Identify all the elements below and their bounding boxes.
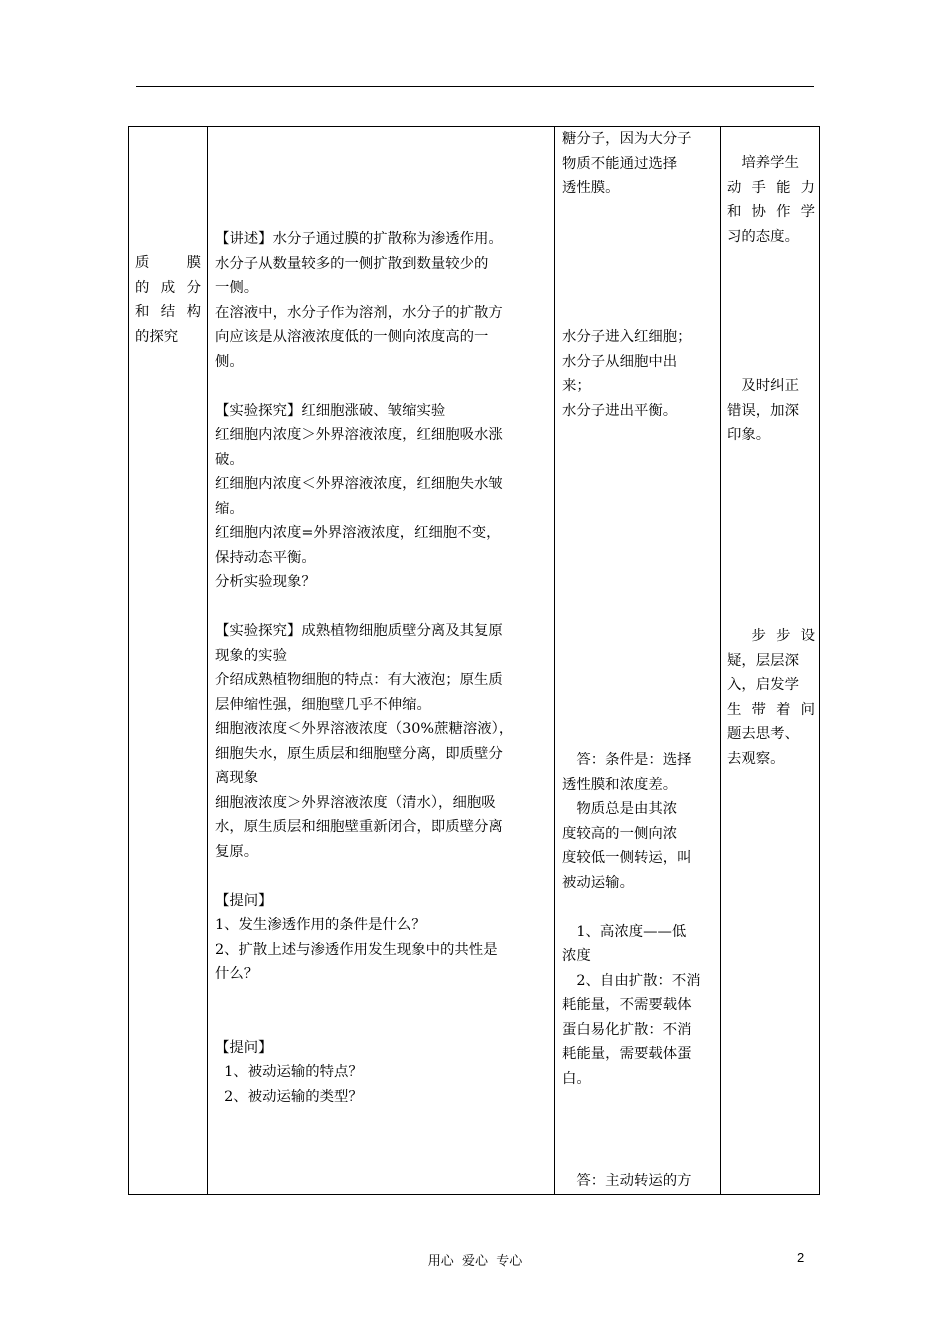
student-activity-block	[562, 748, 712, 1091]
column-divider	[207, 127, 208, 1194]
text-line: 步步设	[727, 628, 815, 644]
text-line: 离现象	[215, 770, 259, 786]
text-line: 1、被动运输的特点？	[215, 1064, 363, 1080]
text-line: 及时纠正	[727, 378, 799, 394]
text-line: 红细胞内浓度＞外界溶液浓度，红细胞吸水涨	[215, 427, 503, 443]
text-line: 错误，加深	[727, 402, 799, 419]
text-line: 现象的实验	[215, 647, 287, 664]
text-line: 水，原生质层和细胞壁重新闭合，即质壁分离	[215, 819, 503, 835]
text-line: 介绍成熟植物细胞的特点：有大液泡；原生质	[215, 672, 503, 688]
text-line: 【提问】	[215, 1039, 273, 1056]
text-line: 被动运输。	[562, 874, 634, 891]
topic-line: 质 膜	[135, 255, 201, 271]
text-line: 蛋白易化扩散：不消	[562, 1021, 692, 1038]
text-line: 生带着问	[727, 701, 815, 718]
text-line: 红细胞内浓度=外界溶液浓度，红细胞不变，	[215, 525, 501, 541]
student-activity-block	[562, 127, 712, 201]
text-line: 分析实验现象？	[215, 574, 316, 590]
text-line: 红细胞内浓度＜外界溶液浓度，红细胞失水皱	[215, 476, 503, 492]
text-line: 【实验探究】红细胞涨破、皱缩实验	[215, 402, 446, 419]
text-line: 细胞液浓度＜外界溶液浓度（30%蔗糖溶液），	[215, 721, 514, 737]
text-line: 培养学生	[727, 155, 799, 171]
footer-motto: 用心 爱心 专心	[427, 1254, 523, 1269]
text-line: 去观察。	[727, 750, 785, 767]
text-line: 一侧。	[215, 280, 259, 296]
text-line: 破。	[215, 451, 244, 468]
text-line: 物质不能通过选择	[562, 155, 678, 172]
topic-cell	[135, 251, 201, 349]
text-line: 来；	[562, 378, 591, 394]
text-line: 糖分子，因为大分子	[562, 131, 692, 147]
topic-line: 和结构	[135, 304, 201, 320]
text-line: 白。	[562, 1070, 591, 1087]
text-line: 耗能量，需要载体蛋	[562, 1046, 692, 1062]
text-line: 【讲述】水分子通过膜的扩散称为渗透作用。	[215, 231, 503, 247]
topic-line: 的成分	[135, 279, 201, 296]
text-line: 和协作学	[727, 204, 815, 220]
text-line: 题去思考、	[727, 726, 799, 742]
text-line: 【提问】	[215, 892, 273, 909]
text-line: 透性膜和浓度差。	[562, 776, 678, 793]
text-line: 水分子进入红细胞；	[562, 329, 692, 345]
design-intent-block	[727, 624, 815, 771]
text-line: 缩。	[215, 500, 244, 517]
page-number: 2	[797, 1250, 805, 1265]
text-line: 水分子从细胞中出	[562, 353, 678, 370]
text-line: 在溶液中，水分子作为溶剂，水分子的扩散方	[215, 304, 503, 321]
text-line: 2、扩散上述与渗透作用发生现象中的共性是	[215, 941, 498, 958]
lesson-table	[128, 126, 820, 1195]
text-line: 疑，层层深	[727, 652, 799, 669]
text-line: 水分子进出平衡。	[562, 402, 678, 419]
column-divider	[554, 127, 555, 1194]
text-line: 水分子从数量较多的一侧扩散到数量较少的	[215, 255, 489, 272]
text-line: 答：主动转运的方	[562, 1173, 692, 1189]
text-line: 2、被动运输的类型？	[215, 1088, 363, 1105]
text-line: 习的态度。	[727, 228, 799, 245]
design-intent-block	[727, 151, 815, 249]
text-line: 印象。	[727, 427, 771, 443]
text-line: 动手能力	[727, 179, 815, 196]
student-activity-block	[562, 1169, 712, 1194]
text-line: 复原。	[215, 843, 259, 860]
text-line: 度较高的一侧向浓	[562, 825, 678, 842]
text-line: 细胞液浓度＞外界溶液浓度（清水），细胞吸	[215, 794, 496, 811]
text-line: 保持动态平衡。	[215, 549, 316, 566]
text-line: 向应该是从溶液浓度低的一侧向浓度高的一	[215, 329, 489, 345]
text-line: 入，启发学	[727, 677, 799, 693]
text-line: 答：条件是：选择	[562, 752, 692, 768]
text-line: 什么？	[215, 966, 259, 982]
text-line: 浓度	[562, 948, 591, 964]
teacher-activity-cell	[215, 227, 550, 1109]
column-divider	[720, 127, 721, 1194]
header-rule	[136, 86, 814, 87]
text-line: 细胞失水，原生质层和细胞壁分离，即质壁分	[215, 745, 503, 762]
text-line: 侧。	[215, 353, 244, 370]
design-intent-block	[727, 374, 815, 448]
text-line: 透性膜。	[562, 180, 620, 196]
text-line: 1、高浓度——低	[562, 923, 687, 940]
text-line: 层伸缩性强，细胞壁几乎不伸缩。	[215, 696, 431, 713]
text-line: 1、发生渗透作用的条件是什么？	[215, 917, 426, 933]
text-line: 物质总是由其浓	[562, 801, 678, 817]
student-activity-block	[562, 325, 712, 423]
topic-line: 的探究	[135, 328, 179, 345]
text-line: 耗能量，不需要载体	[562, 997, 692, 1013]
text-line: 2、自由扩散：不消	[562, 972, 701, 989]
text-line: 【实验探究】成熟植物细胞质壁分离及其复原	[215, 623, 503, 639]
text-line: 度较低一侧转运，叫	[562, 850, 692, 866]
